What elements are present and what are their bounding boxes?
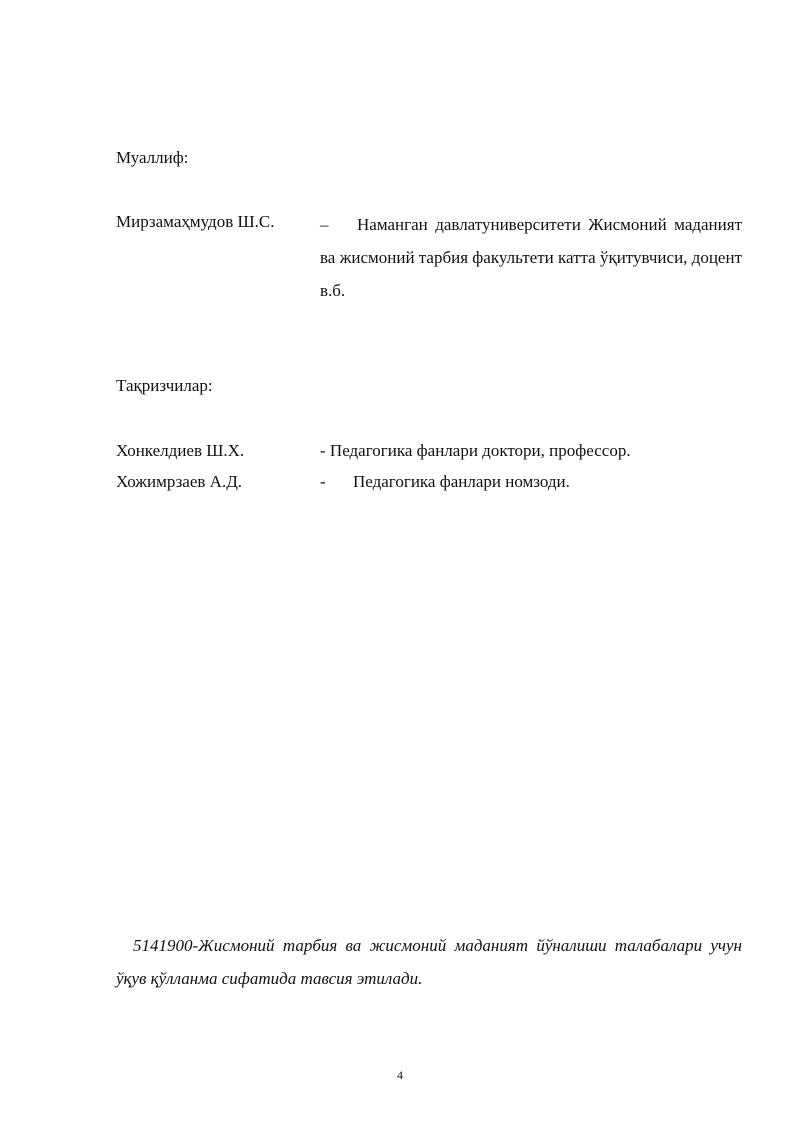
reviewer-description (320, 442, 631, 459)
reviewers-section-label: Тақризчилар: (116, 376, 213, 395)
reviewer-name: Хожимрзаев А.Д. (116, 472, 243, 491)
reviewer-dash: - (320, 472, 326, 491)
recommendation-paragraph: 5141900-Жисмоний тарбия ва жисмоний маданият йўналиши талабалари учун ўқув қўлланма сифатида тавсия этилади. (116, 936, 742, 988)
reviewer-description: Педагогика фанлари номзоди. (353, 472, 570, 491)
reviewer-description-text: Педагогика фанлари доктори, профессор. (329, 441, 631, 460)
author-name: Мирзамаҳмудов Ш.С. (116, 212, 275, 231)
reviewer-dash: - (320, 441, 326, 460)
author-description: Наманган давлатуниверситети Жисмоний маданият ва жисмоний тарбия факультети катта ўқитувчиси, доцент в.б. (320, 215, 742, 300)
author-dash: – (320, 215, 329, 234)
reviewer-name: Хонкелдиев Ш.Х. (116, 441, 245, 460)
author-section-label: Муаллиф: (116, 148, 189, 167)
page-number: 4 (397, 1068, 403, 1082)
author-description-block (320, 208, 742, 307)
